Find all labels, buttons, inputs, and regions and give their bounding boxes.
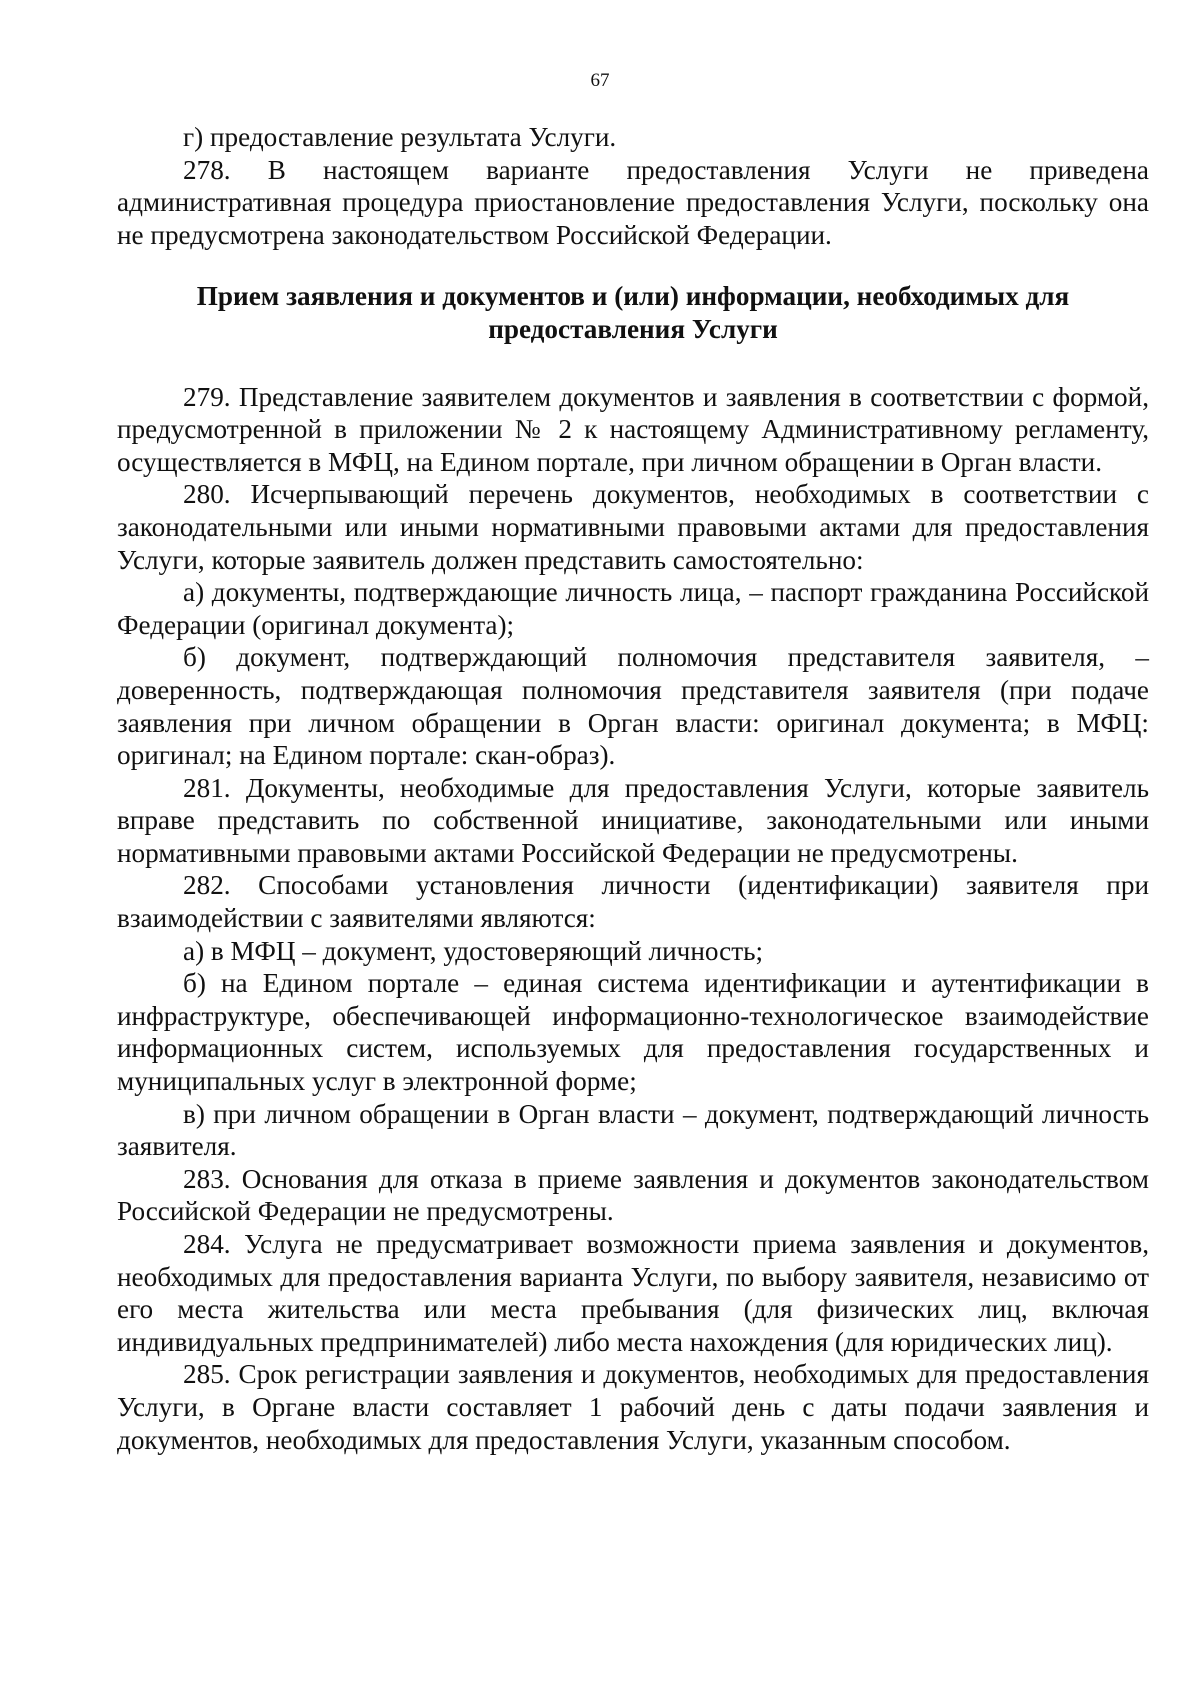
section-heading: Прием заявления и документов и (или) информации, необходимых для предоставления Услуги — [196, 281, 1070, 344]
page-number: 67 — [590, 70, 610, 91]
paragraph-280-a: а) документы, подтверждающие личность лица, – паспорт гражданина Российской Федерации (оригинал документа); — [117, 577, 1149, 640]
paragraph-279: 279. Представление заявителем документов и заявления в соответствии с формой, предусмотренной в приложении № 2 к настоящему Административному регламенту, осуществляется в МФЦ, на Едином портале, при личном обращении в Орган власти. — [117, 381, 1149, 477]
paragraph-280-b: б) документ, подтверждающий полномочия представителя заявителя, – доверенность, подтверждающая полномочия представителя заявителя (при подаче заявления при личном обращении в Орган власти: оригинал документа; в МФЦ: оригинал; на Едином портале: скан-образ). — [117, 642, 1149, 771]
paragraph-281: 281. Документы, необходимые для предоставления Услуги, которые заявитель вправе представить по собственной инициативе, законодательными или иными нормативными правовыми актами Российской Федерации не предусмотрены. — [117, 772, 1149, 868]
paragraph-285: 285. Срок регистрации заявления и документов, необходимых для предоставления Услуги, в Органе власти составляет 1 рабочий день с даты подачи заявления и документов, необходимых для предоставления Услуги, указанным способом. — [117, 1359, 1149, 1455]
paragraph-item-g: г) предоставление результата Услуги. — [183, 122, 617, 152]
paragraph-282-a: а) в МФЦ – документ, удостоверяющий личность; — [183, 935, 764, 966]
paragraph-282-v: в) при личном обращении в Орган власти – документ, подтверждающий личность заявителя. — [117, 1098, 1149, 1162]
paragraph-278: 278. В настоящем варианте предоставления Услуги не приведена административная процедура приостановление предоставления Услуги, поскольку она не предусмотрена законодательством Российской Федерации. — [117, 154, 1149, 250]
document-body — [117, 121, 1149, 1456]
paragraph-280: 280. Исчерпывающий перечень документов, необходимых в соответствии с законодательными или иными нормативными правовыми актами для предоставления Услуги, которые заявитель должен представить самостоятельно: — [117, 479, 1149, 575]
paragraph-283: 283. Основания для отказа в приеме заявления и документов законодательством Российской Федерации не предусмотрены. — [117, 1163, 1149, 1227]
paragraph-282-b: б) на Едином портале – единая система идентификации и аутентификации в инфраструктуре, обеспечивающей информационно-технологическое взаимодействие информационных систем, используемых для предоставления государственных и муниципальных услуг в электронной форме; — [117, 968, 1149, 1097]
paragraph-282: 282. Способами установления личности (идентификации) заявителя при взаимодействии с заявителями являются: — [117, 870, 1149, 934]
paragraph-284: 284. Услуга не предусматривает возможности приема заявления и документов, необходимых для предоставления варианта Услуги, по выбору заявителя, независимо от его места жительства или места пребывания (для физических лиц, включая индивидуальных предпринимателей) либо места нахождения (для юридических лиц). — [117, 1229, 1149, 1357]
